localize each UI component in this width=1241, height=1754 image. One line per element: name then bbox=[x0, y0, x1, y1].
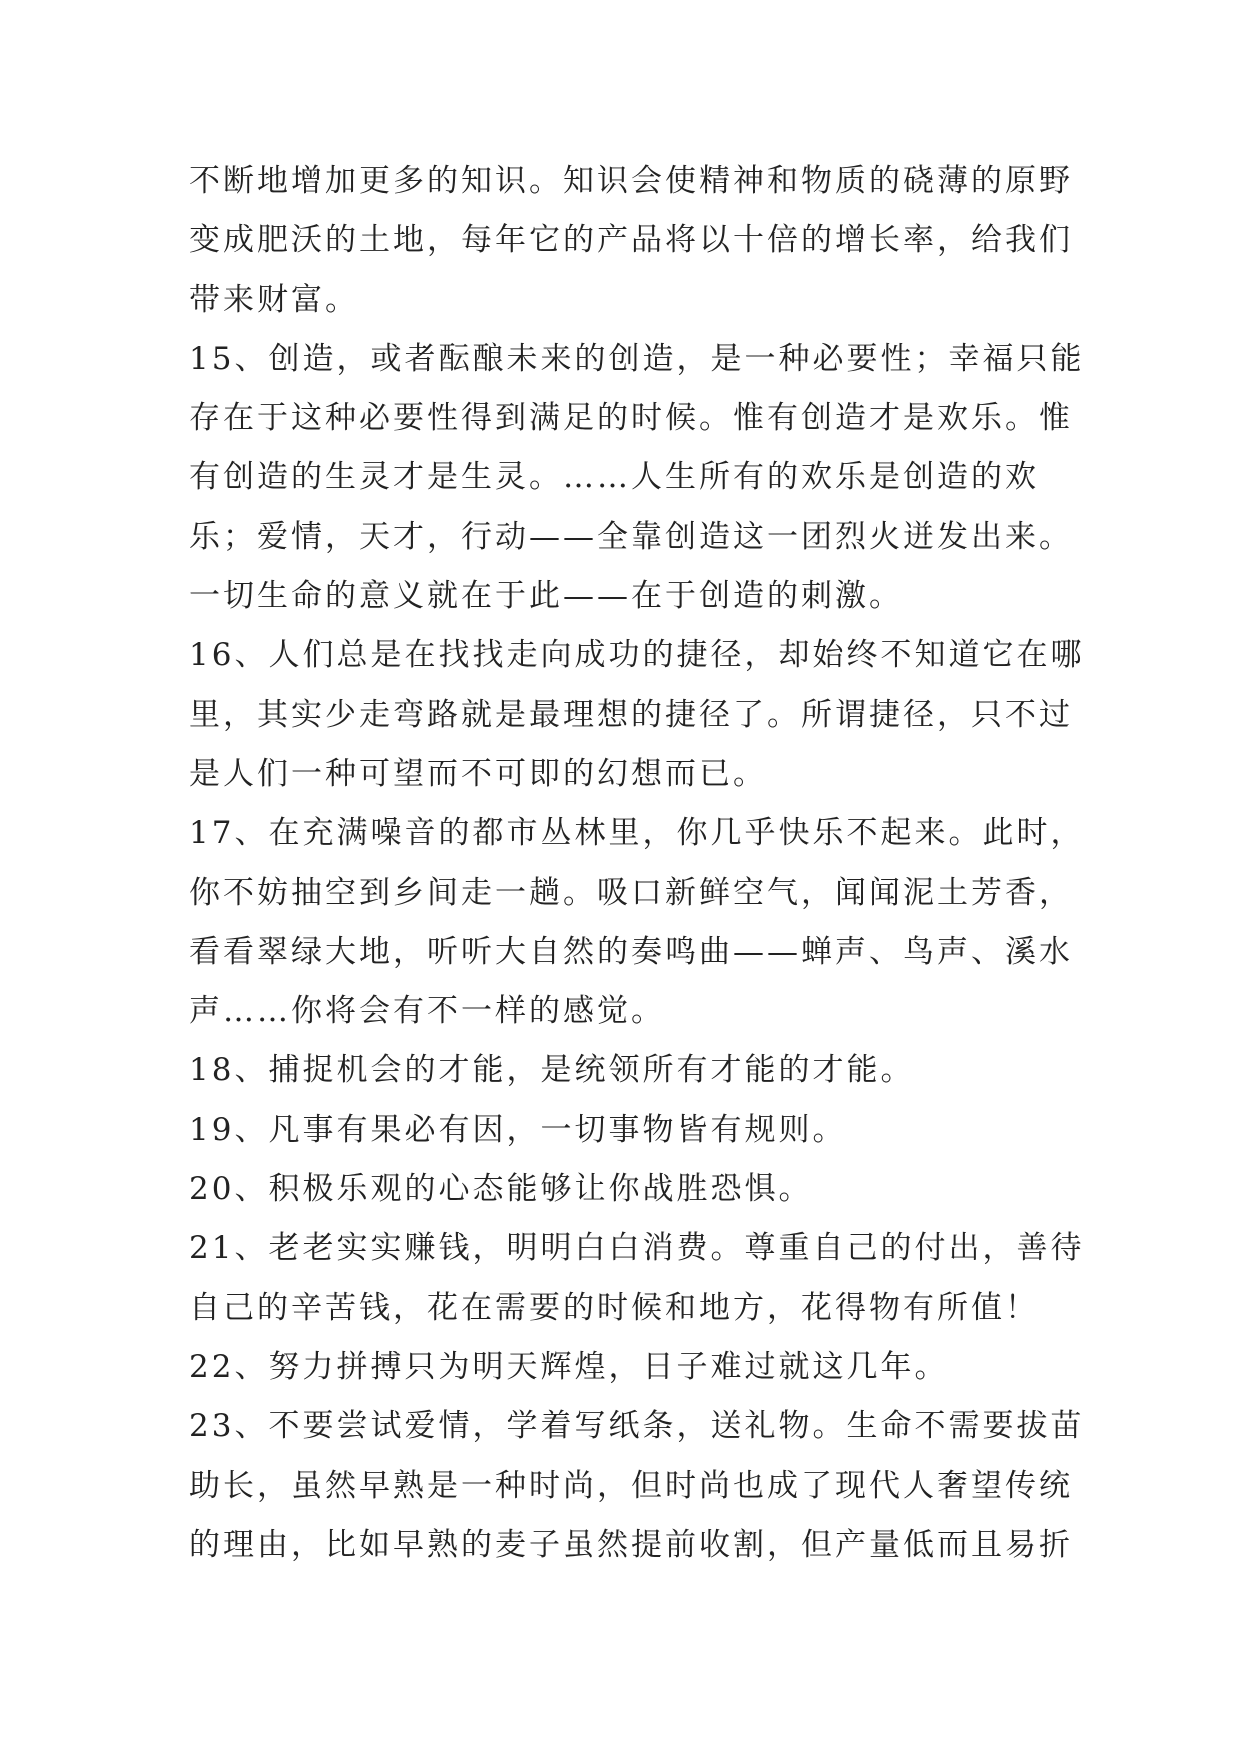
text-line: 的理由，比如早熟的麦子虽然提前收割，但产量低而且易折 bbox=[189, 1526, 1073, 1563]
text-line: 19、凡事有果必有因，一切事物皆有规则。 bbox=[189, 1111, 847, 1148]
text-line: 助长，虽然早熟是一种时尚，但时尚也成了现代人奢望传统 bbox=[189, 1467, 1073, 1504]
text-line: 15、创造，或者酝酿未来的创造，是一种必要性；幸福只能 bbox=[189, 340, 1085, 377]
text-line: 一切生命的意义就在于此——在于创造的刺激。 bbox=[189, 578, 903, 615]
text-line: 有创造的生灵才是生灵。……人生所有的欢乐是创造的欢 bbox=[189, 459, 1039, 496]
text-line: 看看翠绿大地，听听大自然的奏鸣曲——蝉声、鸟声、溪水 bbox=[189, 933, 1073, 970]
text-line: 16、人们总是在找找走向成功的捷径，却始终不知道它在哪 bbox=[189, 637, 1085, 674]
text-line: 你不妨抽空到乡间走一趟。吸口新鲜空气，闻闻泥土芳香， bbox=[189, 874, 1073, 911]
text-line: 21、老老实实赚钱，明明白白消费。尊重自己的付出，善待 bbox=[189, 1230, 1085, 1267]
text-line: 自己的辛苦钱，花在需要的时候和地方，花得物有所值！ bbox=[189, 1289, 1039, 1326]
text-line: 变成肥沃的土地，每年它的产品将以十倍的增长率，给我们 bbox=[189, 222, 1073, 259]
text-line: 20、积极乐观的心态能够让你战胜恐惧。 bbox=[189, 1171, 813, 1208]
text-line: 不断地增加更多的知识。知识会使精神和物质的硗薄的原野 bbox=[189, 163, 1073, 199]
text-line: 是人们一种可望而不可即的幻想而已。 bbox=[189, 755, 767, 792]
text-line: 乐；爱情，天才，行动——全靠创造这一团烈火迸发出来。 bbox=[189, 518, 1073, 555]
text-line: 23、不要尝试爱情，学着写纸条，送礼物。生命不需要拔苗 bbox=[189, 1408, 1085, 1445]
text-line: 17、在充满噪音的都市丛林里，你几乎快乐不起来。此时， bbox=[189, 815, 1085, 852]
text-line: 带来财富。 bbox=[189, 281, 359, 318]
text-line: 18、捕捉机会的才能，是统领所有才能的才能。 bbox=[189, 1052, 915, 1089]
text-line: 存在于这种必要性得到满足的时候。惟有创造才是欢乐。惟 bbox=[189, 400, 1073, 437]
body-text bbox=[189, 152, 1085, 1575]
text-line: 22、努力拼搏只为明天辉煌，日子难过就这几年。 bbox=[189, 1348, 949, 1385]
text-line: 声……你将会有不一样的感觉。 bbox=[189, 993, 665, 1030]
text-line: 里，其实少走弯路就是最理想的捷径了。所谓捷径，只不过 bbox=[189, 696, 1073, 733]
